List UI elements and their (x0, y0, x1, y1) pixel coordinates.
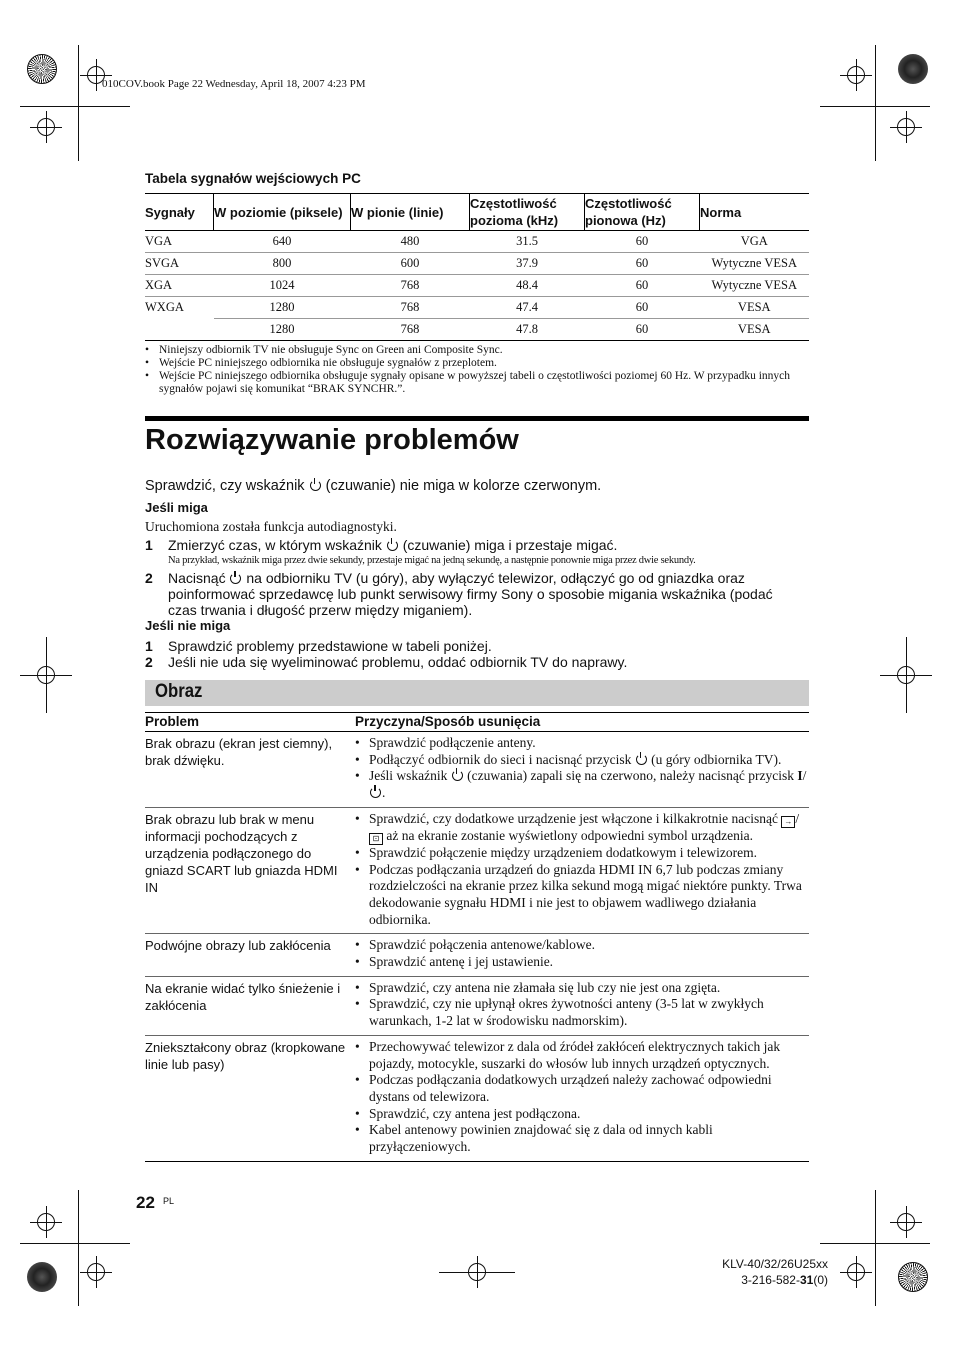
table-cell: 480 (351, 231, 470, 253)
table-cell: 60 (585, 231, 700, 253)
model-number: KLV-40/32/26U25xx (722, 1257, 828, 1271)
if-not-blinks-heading: Jeśli nie miga (145, 618, 231, 633)
obraz-section-title: Obraz (155, 681, 203, 702)
table-cell: 600 (351, 253, 470, 275)
not-blink-step-2: Jeśli nie uda się wyeliminować problemu, oddać odbiornik TV do naprawy. (168, 654, 628, 670)
table-cell: 60 (585, 253, 700, 275)
standby-icon (370, 787, 381, 798)
table-cell: 1280 (214, 297, 351, 319)
list-item: • Podłączyć odbiornik do sieci i nacisnąć przycisk (u góry odbiornika TV). (355, 752, 809, 769)
table-cell: 37.9 (470, 253, 585, 275)
table-cell: 768 (351, 275, 470, 297)
table-cell: 800 (214, 253, 351, 275)
language-code: PL (163, 1196, 175, 1206)
table-row (145, 231, 809, 253)
pc-notes (145, 344, 809, 396)
table-row (145, 297, 809, 319)
list-item: • Sprawdzić, czy antena jest podłączona. (355, 1106, 809, 1123)
list-item: • Sprawdzić, czy dodatkowe urządzenie jest włączone i kilkakrotnie nacisnąć → /⊡ aż na ekranie zostanie wyświetlony odpowiedni symbol urządzenia. (355, 811, 809, 845)
step-number: 1 (145, 537, 153, 553)
table-cell: 31.5 (470, 231, 585, 253)
table-cell: 1280 (214, 319, 351, 341)
standby-icon (636, 754, 647, 765)
table-cell: 60 (585, 319, 700, 341)
table-cell: 1024 (214, 275, 351, 297)
table-cell (145, 319, 214, 341)
list-item: • Sprawdzić podłączenie anteny. (355, 735, 809, 752)
col-header: Norma (700, 194, 810, 231)
col-header: Częstotliwość pionowa (Hz) (585, 194, 700, 231)
standby-icon (387, 540, 398, 551)
note-item: • Wejście PC niniejszego odbiornika nie obsługuje sygnałów z przeplotem. (145, 357, 809, 370)
list-item: • Jeśli wskaźnik (czuwania) zapali się na czerwono, należy nacisnąć przycisk I/. (355, 768, 809, 801)
table-cell: SVGA (145, 253, 214, 275)
problem-cell: Podwójne obrazy lub zakłócenia (145, 934, 355, 976)
self-diagnosis-text: Uruchomiona została funkcja autodiagnostyki. (145, 519, 397, 534)
table-cell: 640 (214, 231, 351, 253)
list-item: • Kabel antenowy powinien znajdować się z dala od innych kabli przyłączeniowych. (355, 1122, 809, 1155)
table-row (145, 976, 809, 1035)
text-input-icon: ⊡ (369, 833, 383, 845)
table-cell: 47.4 (470, 297, 585, 319)
cause-cell (355, 976, 809, 1035)
note-item: • Wejście PC niniejszego odbiornika obsługuje sygnały opisane w powyższej tabeli o częstotliwości poziomej 60 Hz. W przypadku innych sygnałów pojawi się komunikat “BRAK SYNCHR.”. (145, 370, 809, 396)
list-item: • Sprawdzić połączenia antenowe/kablowe. (355, 937, 809, 954)
list-item: • Sprawdzić połączenie między urządzeniem dodatkowym i telewizorem. (355, 845, 809, 862)
table-cell: 48.4 (470, 275, 585, 297)
step-number: 1 (145, 638, 153, 654)
step-number: 2 (145, 570, 153, 586)
table-row (145, 807, 809, 934)
table-cell: 60 (585, 297, 700, 319)
pc-signal-table (145, 193, 809, 341)
cause-cell (355, 934, 809, 976)
standby-icon (230, 573, 241, 584)
table-header-row (145, 194, 809, 231)
cause-cell (355, 732, 809, 808)
footer-model-info (700, 1256, 828, 1288)
input-select-icon: → (781, 816, 795, 828)
step-1-note: Na przykład, wskaźnik miga przez dwie sekundy, przestaje migać na jedną sekundę, a następnie ponownie miga przez dwie sekundy. (168, 555, 696, 566)
page-number: 22 (136, 1193, 155, 1212)
table-cell: VESA (700, 319, 810, 341)
obraz-section-bar (145, 680, 809, 706)
problem-cell: Brak obrazu lub brak w menu informacji pochodzących z urządzenia podłączonego do gniazd SCART lub gniazda HDMI IN (145, 807, 355, 934)
table-row (145, 319, 809, 341)
col-header-problem: Problem (145, 713, 355, 732)
step-2-text: Nacisnąć na odbiorniku TV (u góry), aby wyłączyć telewizor, odłączyć go od gniazdka oraz poinformować sprzedawcę lub punkt serwisowy firmy Sony o sposobie migania wskaźnika (podać czas trwania i długość przerw między miganiem). (168, 570, 773, 618)
section-rule (145, 416, 809, 421)
standby-icon (310, 480, 321, 491)
list-item: • Sprawdzić, czy nie upłynął okres żywotności anteny (3-5 lat w zwykłych warunkach, 1-2 lat w środowisku nadmorskim). (355, 996, 809, 1029)
note-item: • Niniejszy odbiornik TV nie obsługuje Sync on Green ani Composite Sync. (145, 344, 809, 357)
problem-cell: Na ekranie widać tylko śnieżenie i zakłócenia (145, 976, 355, 1035)
list-item: • Sprawdzić antenę i jej ustawienie. (355, 954, 809, 971)
picture-troubleshooting-table (145, 712, 809, 1162)
table-cell: 768 (351, 319, 470, 341)
cause-cell (355, 807, 809, 934)
standby-icon (452, 770, 463, 781)
cause-cell (355, 1035, 809, 1161)
table-row (145, 732, 809, 808)
check-indicator-text: Sprawdzić, czy wskaźnik (czuwanie) nie miga w kolorze czerwonym. (145, 478, 602, 494)
list-item: • Sprawdzić, czy antena nie złamała się lub czy nie jest ona zgięta. (355, 980, 809, 997)
step-number: 2 (145, 654, 153, 670)
table-cell: 47.8 (470, 319, 585, 341)
list-item: • Przechowywać telewizor z dala od źródeł zakłóceń elektrycznych takich jak pojazdy, motocykle, suszarki do włosów lub innych urządzeń optycznych. (355, 1039, 809, 1072)
page-title: Rozwiązywanie problemów (145, 424, 519, 456)
col-header-cause: Przyczyna/Sposób usunięcia (355, 713, 809, 732)
table-cell: Wytyczne VESA (700, 253, 810, 275)
power-icon: I (797, 768, 803, 784)
list-item: • Podczas podłączania urządzeń do gniazda HDMI IN 6,7 lub podczas zmiany rozdzielczości na ekranie przez kilka sekund mogą migać niektóre punkty. Trwa dekodowanie sygnału HDMI i nie jest to objawem wadliwego działania odbiornika. (355, 862, 809, 929)
table-cell: WXGA (145, 300, 184, 315)
table-row (145, 275, 809, 297)
table-cell: 60 (585, 275, 700, 297)
if-blinks-heading: Jeśli miga (145, 500, 208, 515)
document-code: 3-216-582-31(0) (741, 1273, 828, 1287)
table-cell: VESA (700, 297, 810, 319)
table-cell: Wytyczne VESA (700, 275, 810, 297)
col-header: W pionie (linie) (351, 194, 470, 231)
col-header: Sygnały (145, 194, 214, 231)
not-blink-step-1: Sprawdzić problemy przedstawione w tabeli poniżej. (168, 638, 492, 654)
step-1-text: Zmierzyć czas, w którym wskaźnik (czuwanie) miga i przestaje migać. (168, 537, 618, 553)
table-cell: XGA (145, 275, 214, 297)
table-row (145, 934, 809, 976)
print-header: 010COV.book Page 22 Wednesday, April 18, 2007 4:23 PM (102, 78, 366, 90)
pc-table-title: Tabela sygnałów wejściowych PC (145, 171, 361, 186)
table-header-row (145, 713, 809, 732)
table-cell: 768 (351, 297, 470, 319)
col-header: Częstotliwość pozioma (kHz) (470, 194, 585, 231)
table-row (145, 1035, 809, 1161)
col-header: W poziomie (piksele) (214, 194, 351, 231)
table-row (145, 253, 809, 275)
table-cell: VGA (145, 231, 214, 253)
list-item: • Podczas podłączania dodatkowych urządzeń należy zachować odpowiedni dystans od telewizora. (355, 1072, 809, 1105)
table-cell: VGA (700, 231, 810, 253)
problem-cell: Zniekształcony obraz (kropkowane linie lub pasy) (145, 1035, 355, 1161)
problem-cell: Brak obrazu (ekran jest ciemny), brak dźwięku. (145, 732, 355, 808)
